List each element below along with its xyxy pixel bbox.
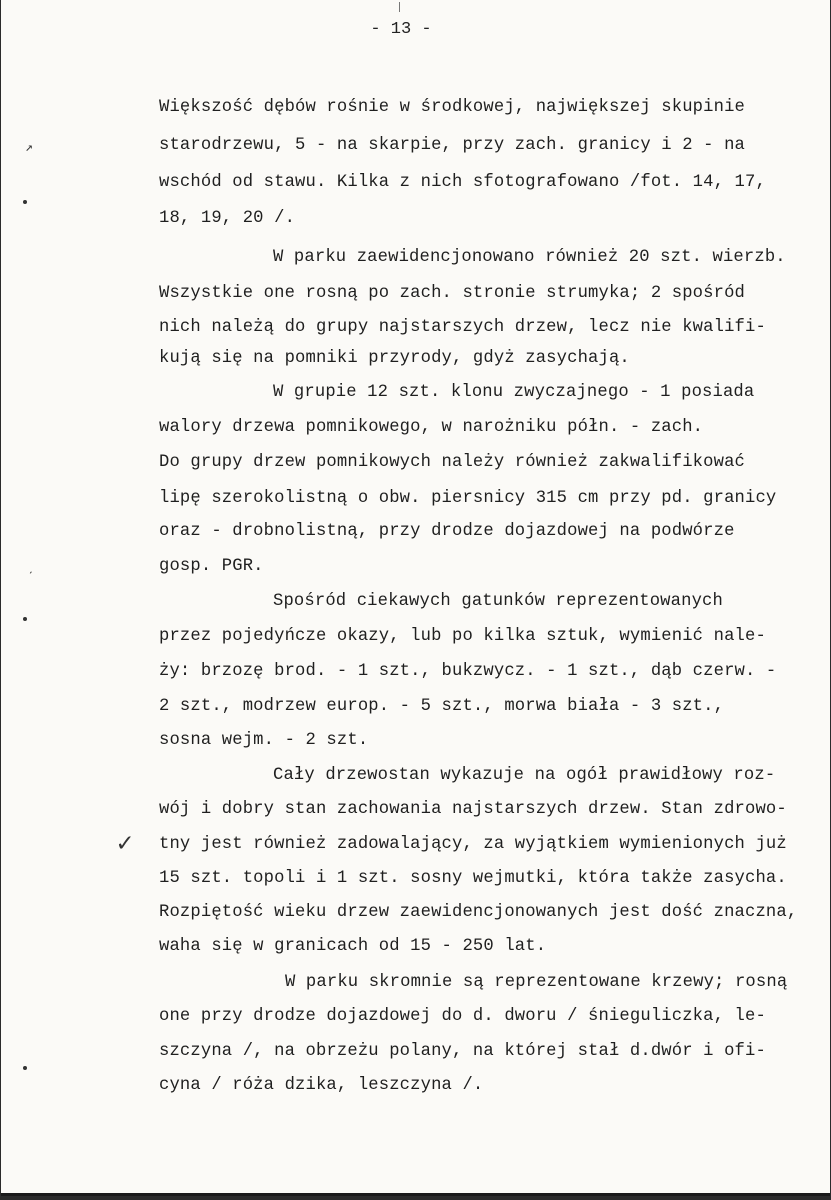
text-line: 18, 19, 20 /. [159,209,296,228]
text-line: Spośród ciekawych gatunków reprezentowanych [273,592,723,611]
text-line: Do grupy drzew pomnikowych należy również zakwalifikować [159,453,745,472]
text-line: wój i dobry stan zachowania najstarszych drzew. Stan zdrowo- [159,800,787,819]
text-line: cyna / róża dzika, leszczyna /. [159,1076,484,1095]
text-line: Wszystkie one rosną po zach. stronie strumyka; 2 spośród [159,284,745,303]
text-line: sosna wejm. - 2 szt. [159,731,369,750]
text-line: ży: brzozę brod. - 1 szt., bukzwycz. - 1 szt., dąb czerw. - [159,662,777,681]
page-number: - 13 - [370,20,432,39]
margin-tick-mark: ˏ [27,560,35,575]
text-line: Większość dębów rośnie w środkowej, największej skupinie [159,98,745,117]
text-line: walory drzewa pomnikowego, w narożniku półn. - zach. [159,418,704,437]
text-line: lipę szerokolistną o obw. piersnicy 315 cm przy pd. granicy [159,489,777,508]
top-tick-mark [399,2,400,12]
margin-dot [23,617,27,621]
text-line: gosp. PGR. [159,557,264,576]
text-line: W grupie 12 szt. klonu zwyczajnego - 1 posiada [273,383,755,402]
text-line: Cały drzewostan wykazuje na ogół prawidłowy roz- [273,766,776,785]
text-line: 15 szt. topoli i 1 szt. sosny wejmutki, która także zasycha. [159,869,787,888]
text-line: przez pojedyńcze okazy, lub po kilka sztuk, wymienić nale- [159,627,766,646]
text-line: 2 szt., modrzew europ. - 5 szt., morwa biała - 3 szt., [159,697,725,716]
text-line: Rozpiętość wieku drzew zaewidencjonowanych jest dość znaczna, [159,903,798,922]
text-line: tny jest również zadowalający, za wyjątkiem wymienionych już [159,835,787,854]
text-line: W parku skromnie są reprezentowane krzewy; rosną [285,973,788,992]
text-line: waha się w granicach od 15 - 250 lat. [159,937,547,956]
document-page [1,0,830,1196]
text-line: oraz - drobnolistną, przy drodze dojazdowej na podwórze [159,522,735,541]
margin-tick-mark: ↗ [25,140,33,155]
text-line: nich należą do grupy najstarszych drzew, lecz nie kwalifi- [159,318,766,337]
margin-check-mark: ✓ [117,829,133,859]
text-line: W parku zaewidencjonowano również 20 szt. wierzb. [273,248,786,267]
margin-dot [23,1066,27,1070]
text-line: starodrzewu, 5 - na skarpie, przy zach. granicy i 2 - na [159,136,745,155]
text-line: kują się na pomniki przyrody, gdyż zasychają. [159,349,630,368]
text-line: one przy drodze dojazdowej do d. dworu / śnieguliczka, le- [159,1007,766,1026]
text-line: szczyna /, na obrzeżu polany, na której stał d.dwór i ofi- [159,1042,766,1061]
margin-dot [23,200,27,204]
text-line: wschód od stawu. Kilka z nich sfotografowano /fot. 14, 17, [159,173,766,192]
